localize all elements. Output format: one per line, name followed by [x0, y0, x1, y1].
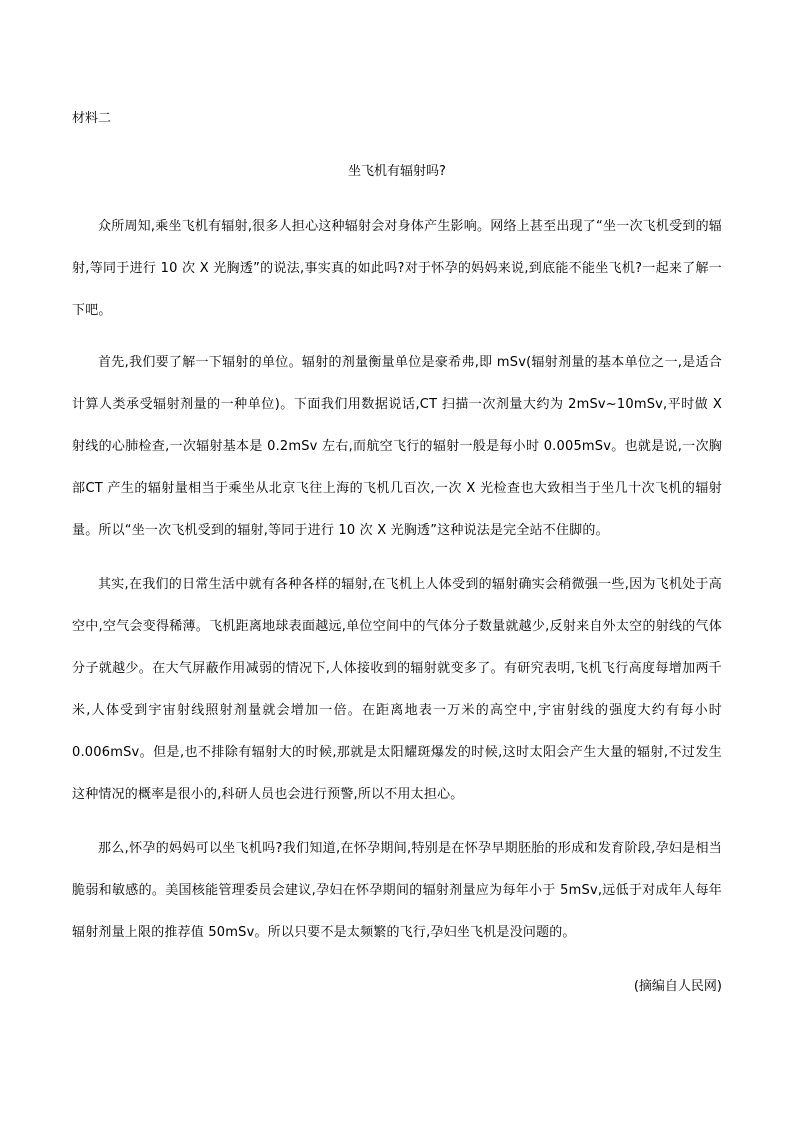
paragraph-intro: 众所周知,乘坐飞机有辐射,很多人担心这种辐射会对身体产生影响。网络上甚至出现了“坐一次飞机受到的辐射,等同于进行 10 次 X 光胸透”的说法,事实真的如此吗?对于怀孕的妈妈来说,到底能不能坐飞机?一起来了解一下吧。 [72, 219, 722, 318]
source-citation: (摘编自人民网) [633, 979, 722, 994]
article-title: 坐飞机有辐射吗? [348, 164, 446, 179]
paragraph-pregnancy: 那么,怀孕的妈妈可以坐飞机吗?我们知道,在怀孕期间,特别是在怀孕早期胚胎的形成和发育阶段,孕妇是相当脆弱和敏感的。美国核能管理委员会建议,孕妇在怀孕期间的辐射剂量应为每年小于 5mSv,远低于对成年人每年辐射剂量上限的推荐值 50mSv。所以只要不是太频繁的飞行,孕妇坐飞机是没问题的。 [72, 841, 722, 940]
paragraph-daily-radiation: 其实,在我们的日常生活中就有各种各样的辐射,在飞机上人体受到的辐射确实会稍微强一些,因为飞机处于高空中,空气会变得稀薄。飞机距离地球表面越远,单位空间中的气体分子数量就越少,反射来自外太空的射线的气体分子就越少。在大气屏蔽作用减弱的情况下,人体接收到的辐射就变多了。有研究表明,飞机飞行高度每增加两千米,人体受到宇宙射线照射剂量就会增加一倍。在距离地表一万米的高空中,宇宙射线的强度大约有每小时 0.006mSv。但是,也不排除有辐射大的时候,那就是太阳耀斑爆发的时候,这时太阳会产生大量的辐射,不过发生这种情况的概率是很小的,科研人员也会进行预警,所以不用太担心。 [72, 577, 722, 802]
material-label: 材料二 [72, 111, 112, 126]
paragraph-radiation-units: 首先,我们要了解一下辐射的单位。辐射的剂量衡量单位是豪希弗,即 mSv(辐射剂量的基本单位之一,是适合计算人类承受辐射剂量的一种单位)。下面我们用数据说话,CT 扫描一次剂量大约为 2mSv~10mSv,平时做 X 射线的心肺检查,一次辐射基本是 0.2mSv 左右,而航空飞行的辐射一般是每小时 0.005mSv。也就是说,一次胸部CT 产生的辐射量相当于乘坐从北京飞往上海的飞机几百次,一次 X 光检查也大致相当于坐几十次飞机的辐射量。所以“坐一次飞机受到的辐射,等同于进行 10 次 X 光胸透”这种说法是完全站不住脚的。 [72, 355, 722, 538]
